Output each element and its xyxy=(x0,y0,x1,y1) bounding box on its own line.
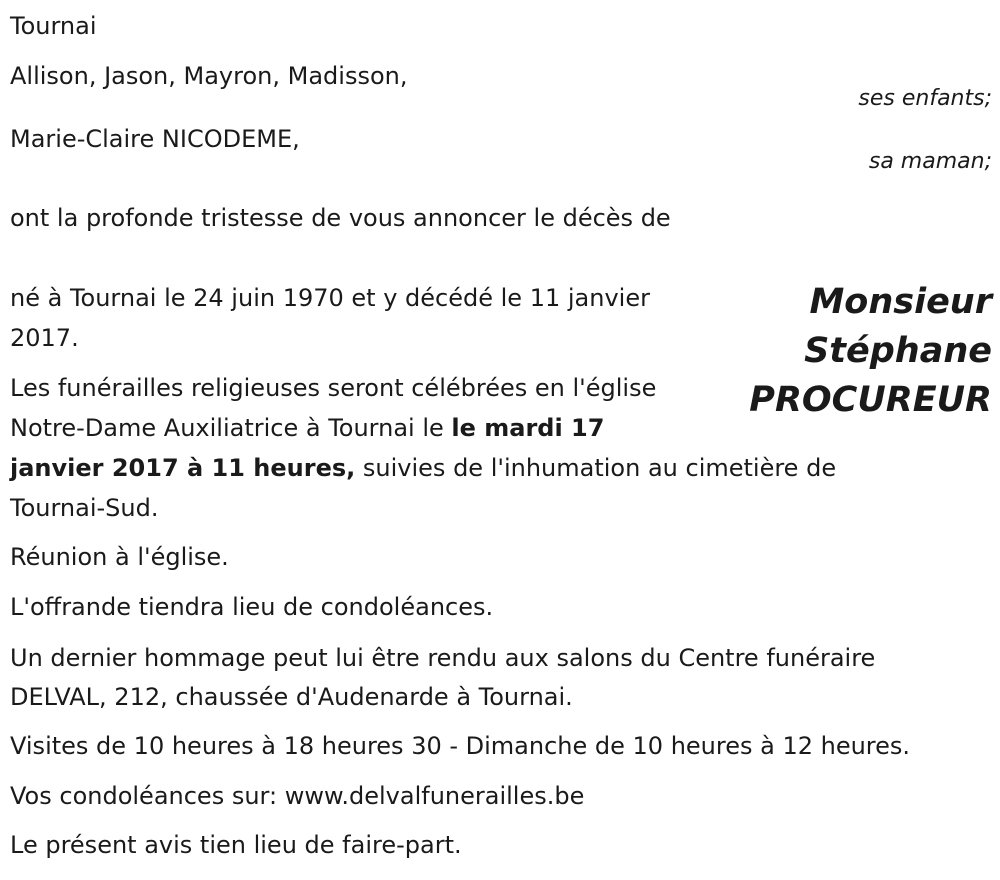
tribute-line-1: Un dernier hommage peut lui être rendu aux salons du Centre funéraire xyxy=(10,644,876,672)
deceased-name xyxy=(749,278,992,425)
condolences-text: Vos condoléances sur: www.delvalfunerailles.be xyxy=(10,782,585,810)
mother-relation: sa maman; xyxy=(868,149,992,174)
deceased-last-name: PROCUREUR xyxy=(749,380,992,420)
meeting-text: Réunion à l'église. xyxy=(10,543,229,571)
funeral-line-2-text: Notre-Dame Auxiliatrice à Tournai le xyxy=(10,414,452,442)
funeral-line-3-text: suivies de l'inhumation au cimetière de xyxy=(355,454,837,482)
funeral-line-2 xyxy=(10,408,604,448)
funeral-date-part-2: janvier 2017 à 11 heures, xyxy=(10,454,356,482)
birth-line-2: 2017. xyxy=(10,324,79,352)
mother-name: Marie-Claire NICODEME, xyxy=(10,125,300,153)
deceased-first-name: Stéphane xyxy=(804,331,992,371)
funeral-line-1: Les funérailles religieuses seront célébrées en l'église xyxy=(10,374,657,402)
funeral-line-3 xyxy=(10,448,836,488)
city-heading: Tournai xyxy=(10,12,97,40)
deceased-title: Monsieur xyxy=(809,282,992,322)
visits-text: Visites de 10 heures à 18 heures 30 - Dimanche de 10 heures à 12 heures. xyxy=(10,732,911,760)
closing-text: Le présent avis tien lieu de faire-part. xyxy=(10,831,462,859)
children-names: Allison, Jason, Mayron, Madisson, xyxy=(10,62,408,90)
funeral-date-part-1: le mardi 17 xyxy=(451,414,605,442)
birth-line-1: né à Tournai le 24 juin 1970 et y décédé le 11 janvier xyxy=(10,284,650,312)
announcement-text: ont la profonde tristesse de vous annoncer le décès de xyxy=(10,204,671,232)
funeral-line-4: Tournai-Sud. xyxy=(10,494,159,522)
children-relation: ses enfants; xyxy=(858,86,992,111)
tribute-line-2: DELVAL, 212, chaussée d'Audenarde à Tournai. xyxy=(10,683,573,711)
death-notice xyxy=(10,0,992,880)
offering-text: L'offrande tiendra lieu de condoléances. xyxy=(10,593,494,621)
